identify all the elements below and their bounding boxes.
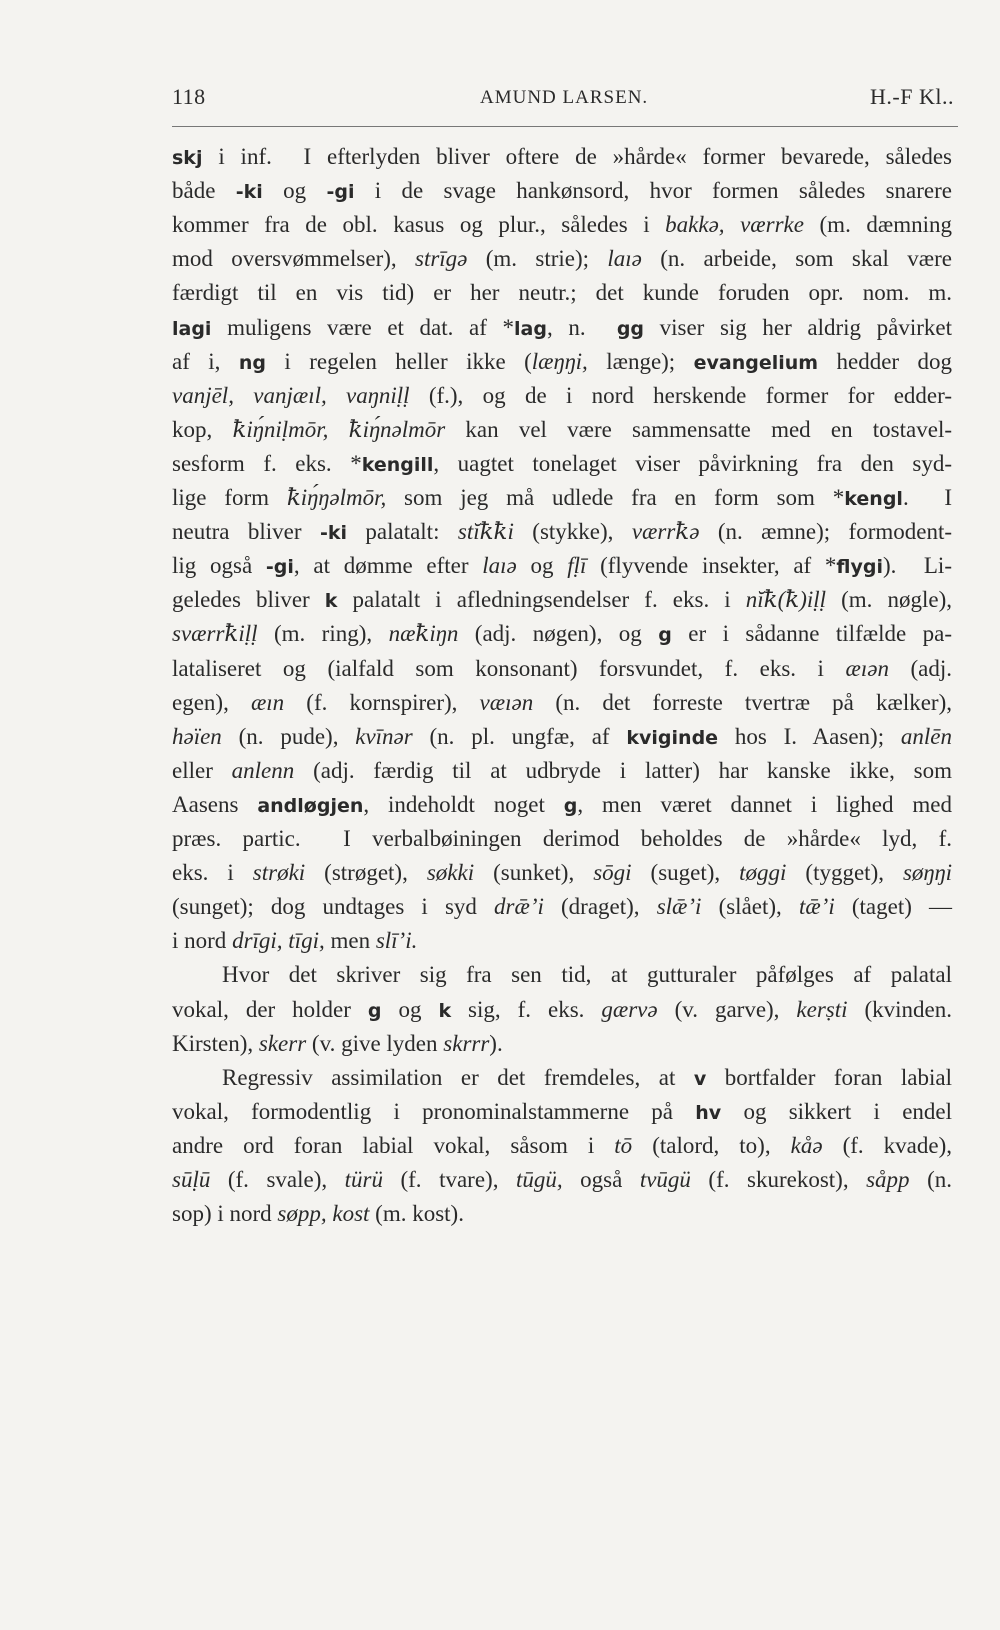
text-run: og	[516, 553, 568, 579]
text-run: (n. pude),	[221, 723, 356, 749]
dialect-word: kåə	[790, 1132, 823, 1158]
text-run: (n. det forreste tvertræ på kælker),	[533, 689, 953, 715]
text-run: (adj. nøgen), og	[458, 621, 659, 647]
text-run: (taget) —	[834, 894, 953, 920]
dialect-word: tøggi	[739, 860, 787, 886]
dialect-word: gærvə	[601, 996, 658, 1022]
text-line	[172, 924, 952, 958]
text-run: hos I. Aasen);	[718, 723, 901, 749]
text-line	[172, 856, 952, 890]
spaced-term: v	[693, 1067, 707, 1090]
text-run: andre ord foran labial vokal, såsom i	[172, 1132, 615, 1158]
text-run: (stykke),	[513, 519, 632, 545]
dialect-word: sūḷū	[172, 1167, 211, 1192]
text-run: eller	[172, 757, 232, 783]
text-run: (talord, to),	[632, 1132, 791, 1158]
text-run: (m. kost).	[369, 1201, 464, 1227]
text-line	[172, 549, 952, 583]
dialect-word: såpp	[866, 1167, 910, 1192]
text-line	[172, 617, 952, 651]
text-run: kop,	[172, 416, 233, 442]
text-run: (sunget); dog undtages i syd	[172, 894, 495, 920]
text-run: (n. pl. ungfæ, af	[412, 723, 627, 749]
text-run: , men været dannet i lighed med	[577, 791, 953, 817]
dialect-word: kvīnər	[355, 723, 413, 749]
text-run: (draget),	[543, 894, 657, 920]
text-run: (kvinden.	[847, 996, 952, 1022]
text-line	[172, 481, 952, 515]
text-run: palatalt:	[346, 519, 458, 545]
dialect-word: fḷī	[567, 553, 587, 579]
text-line	[172, 140, 952, 174]
text-run: sig, f. eks.	[451, 996, 602, 1022]
dialect-word: türü	[344, 1167, 383, 1192]
text-run: viser sig her aldrig påvirket	[644, 314, 953, 340]
text-run: (adj. færdig til at udbryde i latter) har kanske ikke, som	[294, 757, 953, 783]
text-run: og	[262, 178, 327, 204]
dialect-word: stĭꝁꝁi	[457, 519, 514, 545]
text-run: (f. kornspirer),	[284, 689, 480, 715]
dialect-word: ꝁiŋ́niḷmōr, ꝁiŋ́nəlmōr	[232, 416, 446, 442]
text-run: lig også	[172, 553, 266, 579]
text-line	[172, 242, 952, 276]
text-line	[172, 788, 952, 822]
dialect-word: væıən	[479, 689, 534, 715]
text-line	[172, 652, 952, 686]
text-run: præs. partic. I verbalbøiningen derimod beholdes de »hårde« lyd, f.	[172, 826, 952, 851]
dialect-word: tō	[614, 1132, 633, 1158]
spaced-term: skj	[172, 147, 203, 169]
text-run: (flyvende insekter, af *	[586, 553, 837, 579]
text-run: også	[562, 1167, 640, 1192]
spaced-term: flygi	[836, 556, 884, 579]
dialect-word: laıə	[607, 246, 642, 272]
dialect-word: skerr	[258, 1030, 307, 1056]
dialect-word: anlēn	[900, 723, 952, 749]
text-run: (f.), og de i nord herskende former for edder-	[409, 382, 952, 408]
text-run: . I	[902, 485, 952, 510]
text-run: (tygget),	[786, 860, 903, 886]
text-run: lataliseret og (ialfald som konsonant) forsvundet, f. eks. i	[172, 655, 846, 681]
text-run: (m. strie);	[467, 246, 608, 272]
text-run: men	[324, 928, 376, 954]
dialect-word: skrrr	[443, 1030, 490, 1056]
dialect-word: anlenn	[231, 757, 295, 783]
text-line	[172, 754, 952, 788]
spaced-term: -gi	[326, 181, 355, 204]
dialect-word: tūgü,	[515, 1167, 563, 1192]
text-run: (sunket),	[474, 860, 594, 886]
spaced-term: g	[658, 624, 672, 647]
text-run: sesform f. eks. *	[172, 450, 362, 476]
spaced-term: kviginde	[626, 726, 719, 749]
text-run: (strøget),	[305, 860, 427, 886]
text-run: (f. skurekost),	[690, 1167, 867, 1192]
text-run: neutra bliver	[172, 519, 320, 545]
spaced-term: -ki	[235, 181, 263, 204]
text-line	[172, 1129, 952, 1163]
text-line	[172, 720, 952, 754]
text-run: , indeholdt noget	[363, 791, 564, 817]
text-run: i nord	[172, 928, 233, 954]
spaced-term: evangelium	[693, 351, 819, 374]
text-line	[172, 379, 952, 413]
text-line	[172, 822, 952, 856]
spaced-term: ng	[238, 351, 266, 374]
dialect-word: sværrꝁiḷḷ	[172, 621, 258, 647]
text-line	[172, 311, 952, 345]
text-run: (v. give lyden	[306, 1030, 444, 1056]
text-run: (m. nøgle),	[826, 587, 953, 613]
dialect-word: læŋŋi,	[531, 348, 588, 374]
dialect-word: værrꝁə	[631, 519, 700, 545]
text-run: længe);	[587, 348, 694, 374]
text-run: Regressiv assimilation er det fremdeles, at	[222, 1064, 694, 1090]
dialect-word: nĭꝁ(ꝁ)iḷḷ	[745, 587, 827, 613]
text-line	[172, 583, 952, 617]
text-run: (n. æmne); formodent-	[699, 519, 952, 545]
text-run: (slået),	[701, 894, 799, 920]
text-run: færdigt til en vis tid) er her neutr.; det kunde foruden opr. nom. m.	[172, 280, 952, 306]
text-run: (f. kvade),	[822, 1132, 952, 1158]
text-run: sop) i nord	[172, 1201, 278, 1227]
text-run: , uagtet tonelaget viser påvirkning fra den syd-	[433, 450, 952, 476]
dialect-word: ꝁiŋ́ŋəlmōr,	[286, 485, 387, 510]
text-run: Kirsten),	[172, 1030, 259, 1056]
text-line	[172, 1095, 952, 1129]
dialect-word: tvūgü	[639, 1167, 691, 1192]
dialect-word: strīgə	[415, 246, 468, 272]
spaced-term: lagi	[172, 317, 212, 340]
text-line	[172, 174, 952, 208]
text-run: (suget),	[631, 860, 740, 886]
text-run: i de svage hankønsord, hvor formen således snarere	[354, 178, 952, 204]
text-run: eks. i	[172, 860, 253, 886]
text-run: både	[172, 178, 236, 204]
text-run: (m. dæmning	[803, 212, 952, 238]
text-line	[172, 1197, 952, 1231]
text-run: mod oversvømmelser),	[172, 246, 415, 272]
text-line	[172, 345, 952, 379]
spaced-term: kengill	[361, 453, 434, 476]
running-header	[172, 84, 954, 116]
text-run: (n.	[909, 1167, 952, 1192]
text-line	[172, 447, 952, 481]
spaced-term: -gi	[265, 556, 294, 579]
text-line	[172, 413, 952, 447]
dialect-word: vanjēl, vanjæıl, vaŋniḷḷ	[172, 382, 410, 408]
text-run: palatalt i afledningsendelser f. eks. i	[337, 587, 746, 613]
spaced-term: gg	[616, 317, 645, 340]
text-line	[172, 993, 952, 1027]
dialect-word: slī’i.	[375, 928, 418, 954]
text-line	[172, 686, 952, 720]
dialect-word: søpp, kost	[277, 1201, 370, 1227]
text-line	[172, 890, 952, 924]
spaced-term: k	[324, 590, 338, 613]
header-rule	[172, 126, 958, 127]
text-line	[172, 515, 952, 549]
text-line	[172, 1027, 952, 1061]
spaced-term: k	[438, 999, 452, 1022]
page-number: 118	[172, 84, 206, 109]
text-run: (adj.	[888, 655, 952, 681]
text-run: Aasens	[172, 791, 258, 817]
spaced-term: g	[563, 794, 578, 817]
dialect-word: kerṣti	[796, 996, 848, 1022]
spaced-term: kengl	[844, 488, 903, 510]
text-run: lige form	[172, 485, 287, 510]
text-line	[172, 276, 952, 310]
dialect-word: næꝁiŋn	[388, 621, 459, 647]
text-run: , at dømme efter	[293, 553, 483, 579]
text-run: geledes bliver	[172, 587, 325, 613]
dialect-word: drīgi, tīgi,	[232, 928, 325, 954]
spaced-term: g	[367, 999, 382, 1022]
dialect-word: laıə	[482, 553, 517, 579]
spaced-term: lag	[514, 317, 547, 340]
text-run: vokal, der holder	[172, 996, 368, 1022]
text-line	[172, 1061, 952, 1095]
text-run: ). Li-	[883, 553, 952, 579]
text-run: og	[381, 996, 439, 1022]
text-run: i regelen heller ikke (	[265, 348, 532, 374]
text-run: hedder dog	[818, 348, 952, 374]
text-line	[172, 958, 952, 992]
dialect-word: søkki	[426, 860, 475, 886]
text-run: som jeg må udlede fra en form som *	[386, 485, 845, 510]
text-run: (v. garve),	[657, 996, 797, 1022]
text-run: (f. tvare),	[382, 1167, 516, 1192]
text-line	[172, 208, 952, 242]
text-run: er i sådanne tilfælde pa-	[671, 621, 952, 647]
dialect-word: tǣ’i	[798, 894, 835, 920]
text-run: , n.	[546, 314, 617, 340]
text-run: (m. ring),	[257, 621, 389, 647]
text-run: i inf. I efterlyden bliver oftere de »hårde« former bevarede, således	[202, 144, 952, 169]
dialect-word: æıən	[845, 655, 889, 681]
text-run: egen),	[172, 689, 251, 715]
text-line	[172, 1163, 952, 1197]
text-run: (n. arbeide, som skal være	[641, 246, 952, 272]
dialect-word: drǣ’i	[494, 894, 544, 920]
text-run: muligens være et dat. af *	[211, 314, 515, 340]
dialect-word: strøki	[252, 860, 306, 886]
text-run: vokal, formodentlig i pronominalstammerne på	[172, 1098, 696, 1124]
spaced-term: -ki	[319, 522, 347, 545]
spaced-term: hv	[695, 1101, 722, 1124]
text-run: kan vel være sammensatte med en tostavel-	[445, 416, 952, 442]
text-run: og sikkert i endel	[721, 1098, 953, 1124]
dialect-word: sōgi	[593, 860, 632, 886]
section-label: H.-F Kl..	[870, 84, 954, 109]
dialect-word: slǣ’i	[656, 894, 702, 920]
running-title: AMUND LARSEN.	[480, 87, 649, 108]
text-run: kommer fra de obl. kasus og plur., således i	[172, 212, 666, 238]
text-run: ).	[489, 1030, 503, 1056]
text-run: af i,	[172, 348, 239, 374]
dialect-word: bakkə, værrke	[665, 212, 804, 238]
dialect-word: həïen	[172, 723, 222, 749]
dialect-word: æın	[250, 689, 285, 715]
text-run: bortfalder foran labial	[706, 1064, 952, 1090]
spaced-term: andløgjen	[257, 794, 364, 817]
text-run: Hvor det skriver sig fra sen tid, at gutturaler påfølges af palatal	[222, 962, 952, 988]
text-run: (f. svale),	[210, 1167, 345, 1192]
dialect-word: søŋŋi	[902, 860, 952, 886]
